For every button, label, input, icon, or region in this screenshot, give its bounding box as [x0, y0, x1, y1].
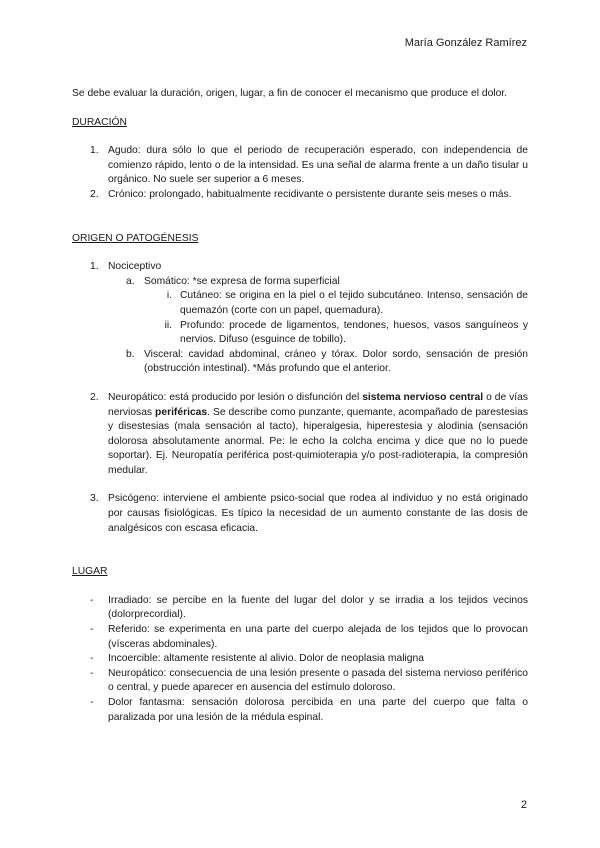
list-item-text — [108, 392, 528, 476]
neuropatico-text-2: o de vías nerviosas — [108, 391, 529, 418]
bullet-item-irradiado — [72, 594, 528, 623]
bullet-marker: - — [90, 697, 94, 708]
subsublist-item-cutaneo — [72, 289, 528, 318]
section-heading-lugar: LUGAR — [72, 566, 108, 578]
section-heading-origen: ORIGEN O PATOGÉNESIS — [72, 232, 199, 244]
list-marker: 1. — [90, 261, 99, 273]
list-item-text: Dolor fantasma: sensación dolorosa percibida en una parte del cuerpo que falta o paralizada por una lesión de la médula espinal. — [108, 697, 528, 723]
list-marker: i. — [166, 290, 172, 302]
list-marker: 1. — [90, 145, 99, 157]
bullet-marker: - — [90, 653, 94, 665]
list-item-text: Agudo: dura sólo lo que el periodo de recuperación esperado, con independencia de comienzo rápido, lento o de la intensidad. Es una señal de alarma frente a un daño tisular u orgánico. No suele ser superior a 6 meses. — [108, 145, 528, 186]
list-item-text: Visceral: cavidad abdominal, cráneo y tórax. Dolor sordo, sensación de presión (obstrucción intestinal). *Más profundo que el anterior. — [144, 348, 528, 375]
list-item — [72, 144, 528, 188]
sublist-item-somatico — [72, 275, 528, 290]
section-heading-duracion: DURACIÓN — [72, 116, 127, 128]
list-item-nociceptivo — [72, 260, 528, 275]
list-marker: 3. — [90, 493, 99, 505]
subsublist-item-profundo — [72, 319, 528, 348]
bullet-marker: - — [90, 667, 94, 679]
sublist-item-visceral — [72, 348, 528, 377]
bullet-item-neuropatico — [72, 667, 528, 696]
neuropatico-text-3: . Se describe como punzante, quemante, acompañado de parestesias y disestesias (mala sensación al tacto), hiperalgesia, hiperestesia y alodinia (sensación dolorosa absolutamente anormal. Pe: le echo la colcha encima y dice que no lo puede soportar). Ej. Neuropatía periférica post-quimioterapia y/o post-radioterapia, la compresión medular. — [108, 406, 528, 476]
bullet-marker: - — [90, 624, 94, 636]
list-item-text: Cutáneo: se origina en la piel o el tejido subcutáneo. Intenso, sensación de quemazón (corte con un papel, quemadura). — [180, 290, 528, 316]
list-item-neuropatico — [72, 391, 528, 479]
list-marker: b. — [126, 348, 135, 360]
list-marker: 2. — [90, 391, 99, 403]
list-item-text: Incoercible: altamente resistente al alivio. Dolor de neoplasia maligna — [108, 653, 424, 665]
list-item-text: Crónico: prolongado, habitualmente recidivante o persistente durante seis meses o más. — [108, 188, 512, 200]
list-item-text: Profundo: procede de ligamentos, tendones, huesos, vasos sanguíneos y nervios. Difuso (esguince de tobillo). — [180, 319, 528, 346]
bullet-marker: - — [90, 594, 94, 606]
neuropatico-text-1: Neuropático: está producido por lesión o disfunción del — [108, 391, 363, 403]
list-item-psicogeno — [72, 492, 528, 536]
bullet-item-dolor-fantasma — [72, 696, 528, 725]
origen-list — [72, 260, 528, 536]
page-header-author: María González Ramírez — [404, 37, 527, 49]
list-item-text: Neuropático: consecuencia de una lesión presente o pasada del sistema nervioso periférico o central, y puede aparecer en ausencia del estímulo doloroso. — [108, 667, 528, 694]
list-marker: 2. — [90, 188, 99, 200]
duracion-list — [72, 144, 528, 202]
lugar-list — [72, 594, 528, 725]
list-marker: ii. — [164, 319, 172, 331]
list-item-text: Psicógeno: interviene el ambiente psico-social que rodea al individuo y no está originado por causas fisiológicas. Es típico la necesidad de un aumento constante de las dosis de analgésicos con escasa eficacia. — [108, 493, 528, 534]
list-item-text: Nociceptivo — [108, 261, 162, 273]
page-number: 2 — [520, 799, 527, 811]
list-item — [72, 188, 528, 203]
bullet-item-referido — [72, 623, 528, 652]
page-body — [72, 87, 528, 725]
bullet-item-incoercible — [72, 652, 528, 667]
neuropatico-bold-perifericas: periféricas — [155, 406, 208, 418]
list-item-text: Somático: *se expresa de forma superficial — [144, 275, 340, 287]
neuropatico-bold-snc: sistema nervioso central — [362, 391, 484, 403]
list-item-text: Irradiado: se percibe en la fuente del lugar del dolor y se irradia a los tejidos vecinos (dolorprecordial). — [108, 594, 528, 621]
list-marker: a. — [126, 275, 135, 287]
intro-paragraph: Se debe evaluar la duración, origen, lugar, a fin de conocer el mecanismo que produce el dolor. — [72, 88, 508, 99]
list-item-text: Referido: se experimenta en una parte del cuerpo alejada de los tejidos que lo provocan (vísceras abdominales). — [108, 624, 528, 650]
